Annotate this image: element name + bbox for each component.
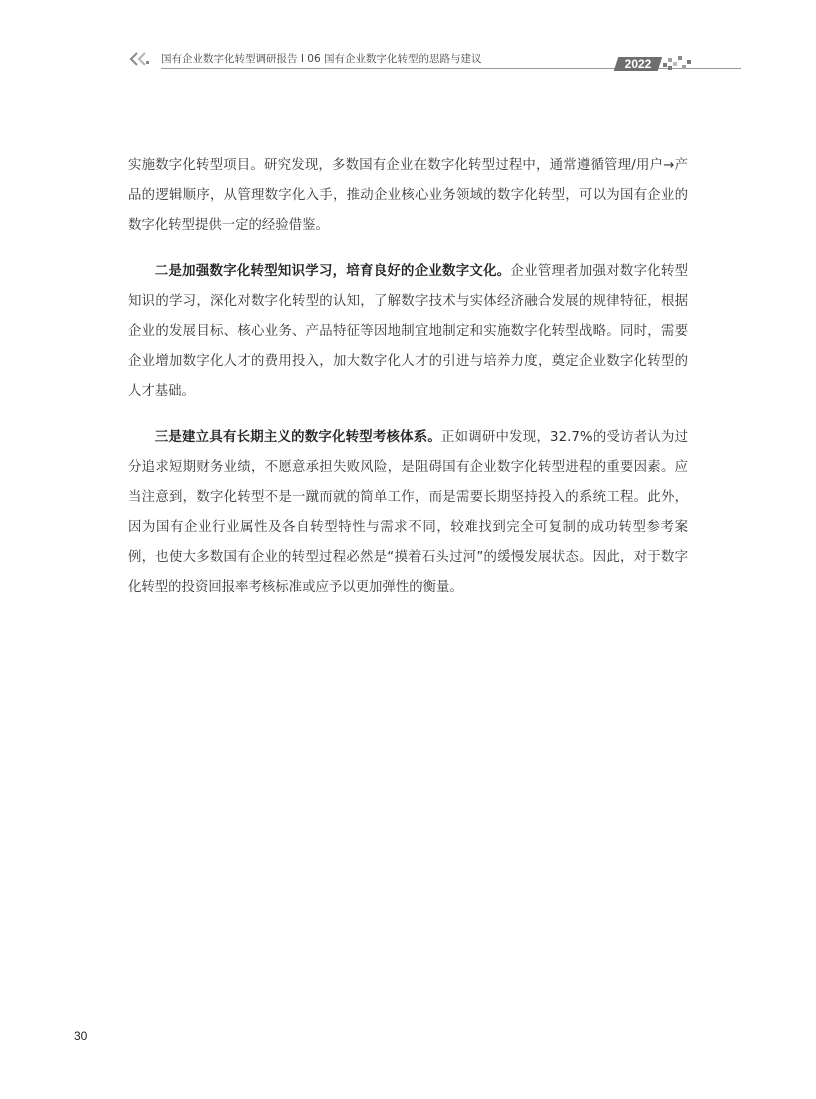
checker-decoration-icon — [662, 54, 692, 72]
year-label: 2022 — [624, 57, 652, 71]
paragraph-2-text: 企业管理者加强对数字化转型知识的学习，深化对数字化转型的认知，了解数字技术与实体经济融合发展的规律特征，根据企业的发展目标、核心业务、产品特征等因地制宜地制定和实施数字化转型战略。同时，需要企业增加数字化人才的费用投入，加大数字化人才的引进与培养力度，奠定企业数字化转型的人才基础。 — [128, 264, 689, 399]
paragraph-3-text: 正如调研中发现，32.7%的受访者认为过分追求短期财务业绩，不愿意承担失败风险，是阻碍国有企业数字化转型进程的重要因素。应当注意到，数字化转型不是一蹴而就的简单工作，而是需要长期坚持投入的系统工程。此外，因为国有企业行业属性及各自转型特性与需求不同，较难找到完全可复制的成功转型参考案例，也使大多数国有企业的转型过程必然是“摸着石头过河”的缓慢发展状态。因此，对于数字化转型的投资回报率考核标准或应予以更加弹性的衡量。 — [128, 430, 688, 595]
paragraph-3 — [128, 423, 688, 603]
page-number: 30 — [74, 1029, 88, 1043]
body-text — [128, 151, 688, 619]
paragraph-2 — [128, 257, 688, 407]
paragraph-3-lead: 三是建立具有长期主义的数字化转型考核体系。 — [154, 430, 442, 445]
running-header — [128, 50, 688, 70]
double-chevron-left-icon — [128, 51, 150, 67]
header-title: 国有企业数字化转型调研报告 I 06 国有企业数字化转型的思路与建议 — [161, 53, 482, 65]
paragraph-1-text: 实施数字化转型项目。研究发现，多数国有企业在数字化转型过程中，通常遵循管理/用户→产品的逻辑顺序，从管理数字化入手，推动企业核心业务领域的数字化转型，可以为国有企业的数字化转型提供一定的经验借鉴。 — [128, 158, 688, 233]
paragraph-1 — [128, 151, 688, 241]
paragraph-2-lead: 二是加强数字化转型知识学习，培育良好的企业数字文化。 — [154, 264, 511, 279]
